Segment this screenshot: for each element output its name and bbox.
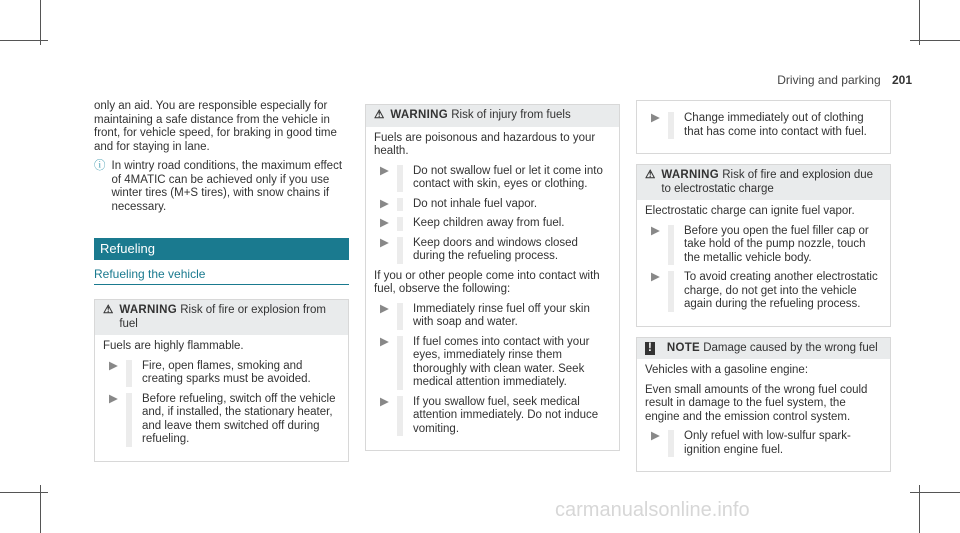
crop-mark bbox=[910, 492, 960, 493]
warning-body-2: If you or other people come into contact with fuel, observe the following: bbox=[374, 269, 600, 295]
crop-mark bbox=[919, 0, 920, 45]
step-item bbox=[651, 271, 882, 312]
arrow-icon: ▶ bbox=[651, 224, 660, 237]
warning-body: Electrostatic charge can ignite fuel vapor. bbox=[645, 205, 855, 217]
arrow-icon: ▶ bbox=[651, 112, 660, 124]
column-1 bbox=[94, 100, 349, 462]
step-item bbox=[109, 393, 340, 447]
arrow-icon: ▶ bbox=[380, 236, 389, 249]
step-text: Immediately rinse fuel off your skin with soap and water. bbox=[397, 303, 611, 330]
exclamation-icon: ! bbox=[645, 342, 655, 356]
warning-title: Risk of fire or explosion from fuel bbox=[119, 304, 326, 330]
warning-title: Risk of fire and explosion due to electrostatic charge bbox=[661, 169, 874, 195]
info-note bbox=[94, 160, 349, 214]
step-item bbox=[651, 225, 882, 266]
arrow-icon: ▶ bbox=[380, 217, 389, 229]
column-3 bbox=[636, 100, 891, 472]
arrow-icon: ▶ bbox=[380, 335, 389, 348]
warning-title: Risk of injury from fuels bbox=[451, 109, 571, 121]
warning-icon: ⚠ bbox=[374, 109, 385, 121]
warning-body: Fuels are highly flammable. bbox=[103, 340, 244, 352]
step-item bbox=[380, 198, 611, 212]
step-text: Before refueling, switch off the vehicle and, if installed, the stationary heater, and leave them switched off during refueling. bbox=[126, 393, 340, 447]
subheading: Refueling the vehicle bbox=[94, 268, 349, 286]
step-item bbox=[380, 165, 611, 192]
arrow-icon: ▶ bbox=[380, 164, 389, 177]
column-2 bbox=[365, 104, 620, 451]
step-item bbox=[380, 217, 611, 231]
crop-mark bbox=[40, 0, 41, 45]
arrow-icon: ▶ bbox=[109, 359, 118, 372]
warning-header bbox=[366, 105, 619, 127]
note-body: Vehicles with a gasoline engine: bbox=[645, 364, 809, 376]
arrow-icon: ▶ bbox=[380, 302, 389, 315]
step-text: Fire, open flames, smoking and creating sparks must be avoided. bbox=[126, 360, 340, 387]
step-item bbox=[380, 237, 611, 264]
arrow-icon: ▶ bbox=[651, 271, 660, 283]
warning-label: WARNING bbox=[661, 169, 719, 181]
section-name: Driving and parking bbox=[777, 73, 881, 87]
step-text: If fuel comes into contact with your eyes, immediately rinse them thoroughly with clean water. Seek medical attention immediately. bbox=[397, 336, 611, 390]
step-text: Do not inhale fuel vapor. bbox=[397, 198, 537, 212]
note-body-2: Even small amounts of the wrong fuel could result in damage to the fuel system, the engine and the emission control system. bbox=[645, 383, 868, 423]
step-text: If you swallow fuel, seek medical attention immediately. Do not induce vomiting. bbox=[397, 396, 611, 437]
section-title: Refueling bbox=[94, 238, 349, 260]
arrow-icon: ▶ bbox=[380, 395, 389, 408]
note-header bbox=[637, 338, 890, 360]
warning-box bbox=[365, 104, 620, 451]
warning-box bbox=[636, 164, 891, 327]
continued-box bbox=[636, 100, 891, 154]
warning-box bbox=[94, 299, 349, 462]
step-text: To avoid creating another electrostatic charge, do not get into the vehicle again during the refueling process. bbox=[668, 271, 882, 312]
step-item bbox=[380, 396, 611, 437]
step-item bbox=[380, 303, 611, 330]
step-text: Change immediately out of clothing that has come into contact with fuel. bbox=[668, 112, 882, 139]
warning-icon: ⚠ bbox=[645, 169, 656, 181]
step-text: Keep doors and windows closed during the refueling process. bbox=[397, 237, 611, 264]
crop-mark bbox=[0, 492, 48, 493]
step-item bbox=[109, 360, 340, 387]
info-icon: ⓘ bbox=[94, 160, 106, 172]
step-text: Before you open the fuel filler cap or take hold of the pump nozzle, touch the metallic vehicle body. bbox=[668, 225, 882, 266]
note-title: Damage caused by the wrong fuel bbox=[703, 341, 878, 354]
step-item bbox=[651, 112, 882, 139]
crop-mark bbox=[0, 40, 48, 41]
info-text: In wintry road conditions, the maximum effect of 4MATIC can be achieved only if you use winter tires (M+S tires), with snow chains if necessary. bbox=[111, 160, 343, 213]
note-box bbox=[636, 337, 891, 473]
step-text: Do not swallow fuel or let it come into contact with skin, eyes or clothing. bbox=[397, 165, 611, 192]
step-text: Keep children away from fuel. bbox=[397, 217, 565, 231]
warning-body: Fuels are poisonous and hazardous to your health. bbox=[374, 131, 596, 157]
step-item bbox=[651, 430, 882, 457]
watermark: carmanualsonline.info bbox=[555, 499, 750, 521]
step-item bbox=[380, 336, 611, 390]
page-header bbox=[777, 74, 912, 88]
page-number: 201 bbox=[891, 73, 912, 87]
warning-label: WARNING bbox=[119, 304, 177, 316]
warning-header bbox=[95, 300, 348, 335]
step-text: Only refuel with low-sulfur spark-ignition engine fuel. bbox=[668, 430, 882, 457]
warning-header bbox=[637, 165, 890, 200]
warning-label: WARNING bbox=[390, 109, 448, 121]
arrow-icon: ▶ bbox=[380, 197, 389, 210]
arrow-icon: ▶ bbox=[651, 430, 660, 442]
note-label: NOTE bbox=[666, 341, 700, 354]
warning-icon: ⚠ bbox=[103, 304, 114, 316]
crop-mark bbox=[910, 40, 960, 41]
intro-paragraph: only an aid. You are responsible especially for maintaining a safe distance from the vehicle in front, for vehicle speed, for braking in good time and for staying in lane. bbox=[94, 100, 337, 153]
arrow-icon: ▶ bbox=[109, 392, 118, 405]
